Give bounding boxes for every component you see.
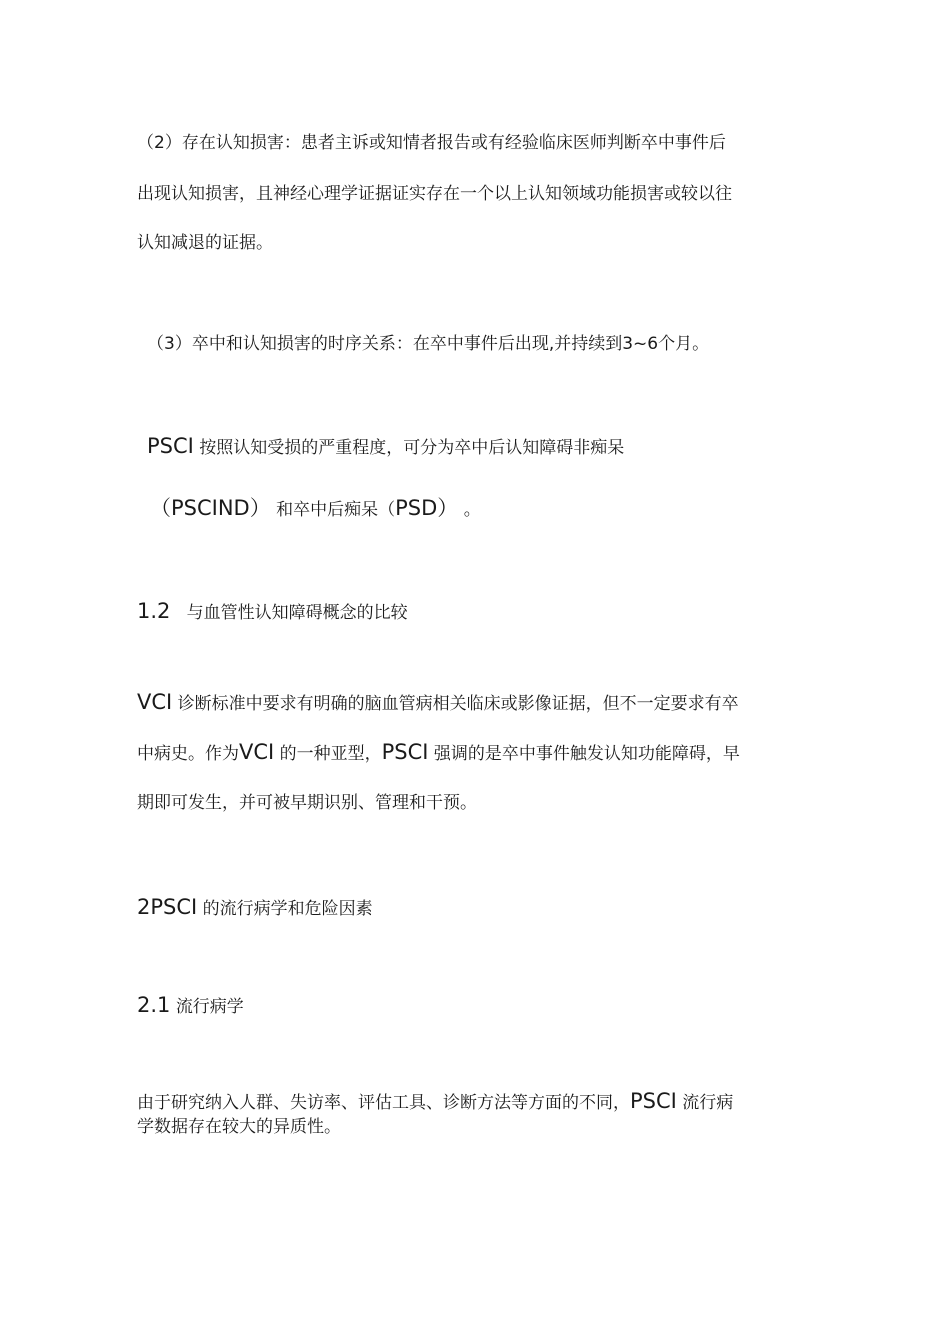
section-number: 1.2 [137,599,171,623]
p3-text-2: 和卒中后痴呆（ [276,500,396,520]
section-title: 与血管性认知障碍概念的比较 [186,603,408,623]
p4-term-vci: VCI [137,690,173,714]
section-title-2-1: 流行病学 [175,997,244,1017]
p4-line-2 [137,741,740,765]
p3-term-psci: PSCI [147,434,194,458]
p3-line-2 [150,497,481,521]
p4-text-a: 中病史。作为 [137,744,239,764]
p4-term-vci-2: VCI [239,740,275,764]
p4-text: 诊断标准中要求有明确的脑血管病相关临床或影像证据，但不一定要求有卒 [177,694,739,714]
section-number-2: 2PSCI [137,895,198,919]
p3-text: 按照认知受损的严重程度，可分为卒中后认知障碍非痴呆 [199,438,625,458]
p3-term-psd: PSD） [395,496,459,520]
p1-line-2: 出现认知损害，且神经心理学证据证实存在一个以上认知领域功能损害或较以往 [137,184,732,204]
p2-line-1: （3）卒中和认知损害的时序关系：在卒中事件后出现,并持续到3~6个月。 [147,334,710,354]
p3-period: 。 [463,500,481,520]
p4-text-c: 强调的是卒中事件触发认知功能障碍，早 [433,744,740,764]
p4-text-b: 的一种亚型， [279,744,382,764]
p5-text-b: 流行病 [682,1093,734,1113]
p3-term-pscind: （PSCIND） [150,496,271,520]
p5-line-2: 学数据存在较大的异质性。 [137,1117,341,1137]
p4-term-psci: PSCI [381,740,429,764]
p1-line-3: 认知减退的证据。 [137,233,273,253]
p4-line-1 [137,691,739,715]
p5-line-1 [137,1090,733,1114]
section-heading-2-1 [137,994,244,1018]
section-heading-2 [137,896,373,920]
section-number-2-1: 2.1 [137,993,171,1017]
section-heading-1-2 [137,600,408,624]
p5-text: 由于研究纳入人群、失访率、评估工具、诊断方法等方面的不同， [137,1093,630,1113]
p1-line-1: （2）存在认知损害：患者主诉或知情者报告或有经验临床医师判断卒中事件后 [137,133,726,153]
p5-term-psci: PSCI [630,1089,677,1113]
p3-line-1 [147,435,624,459]
p4-line-3: 期即可发生，并可被早期识别、管理和干预。 [137,793,477,813]
section-title-2: 的流行病学和危险因素 [202,899,373,919]
